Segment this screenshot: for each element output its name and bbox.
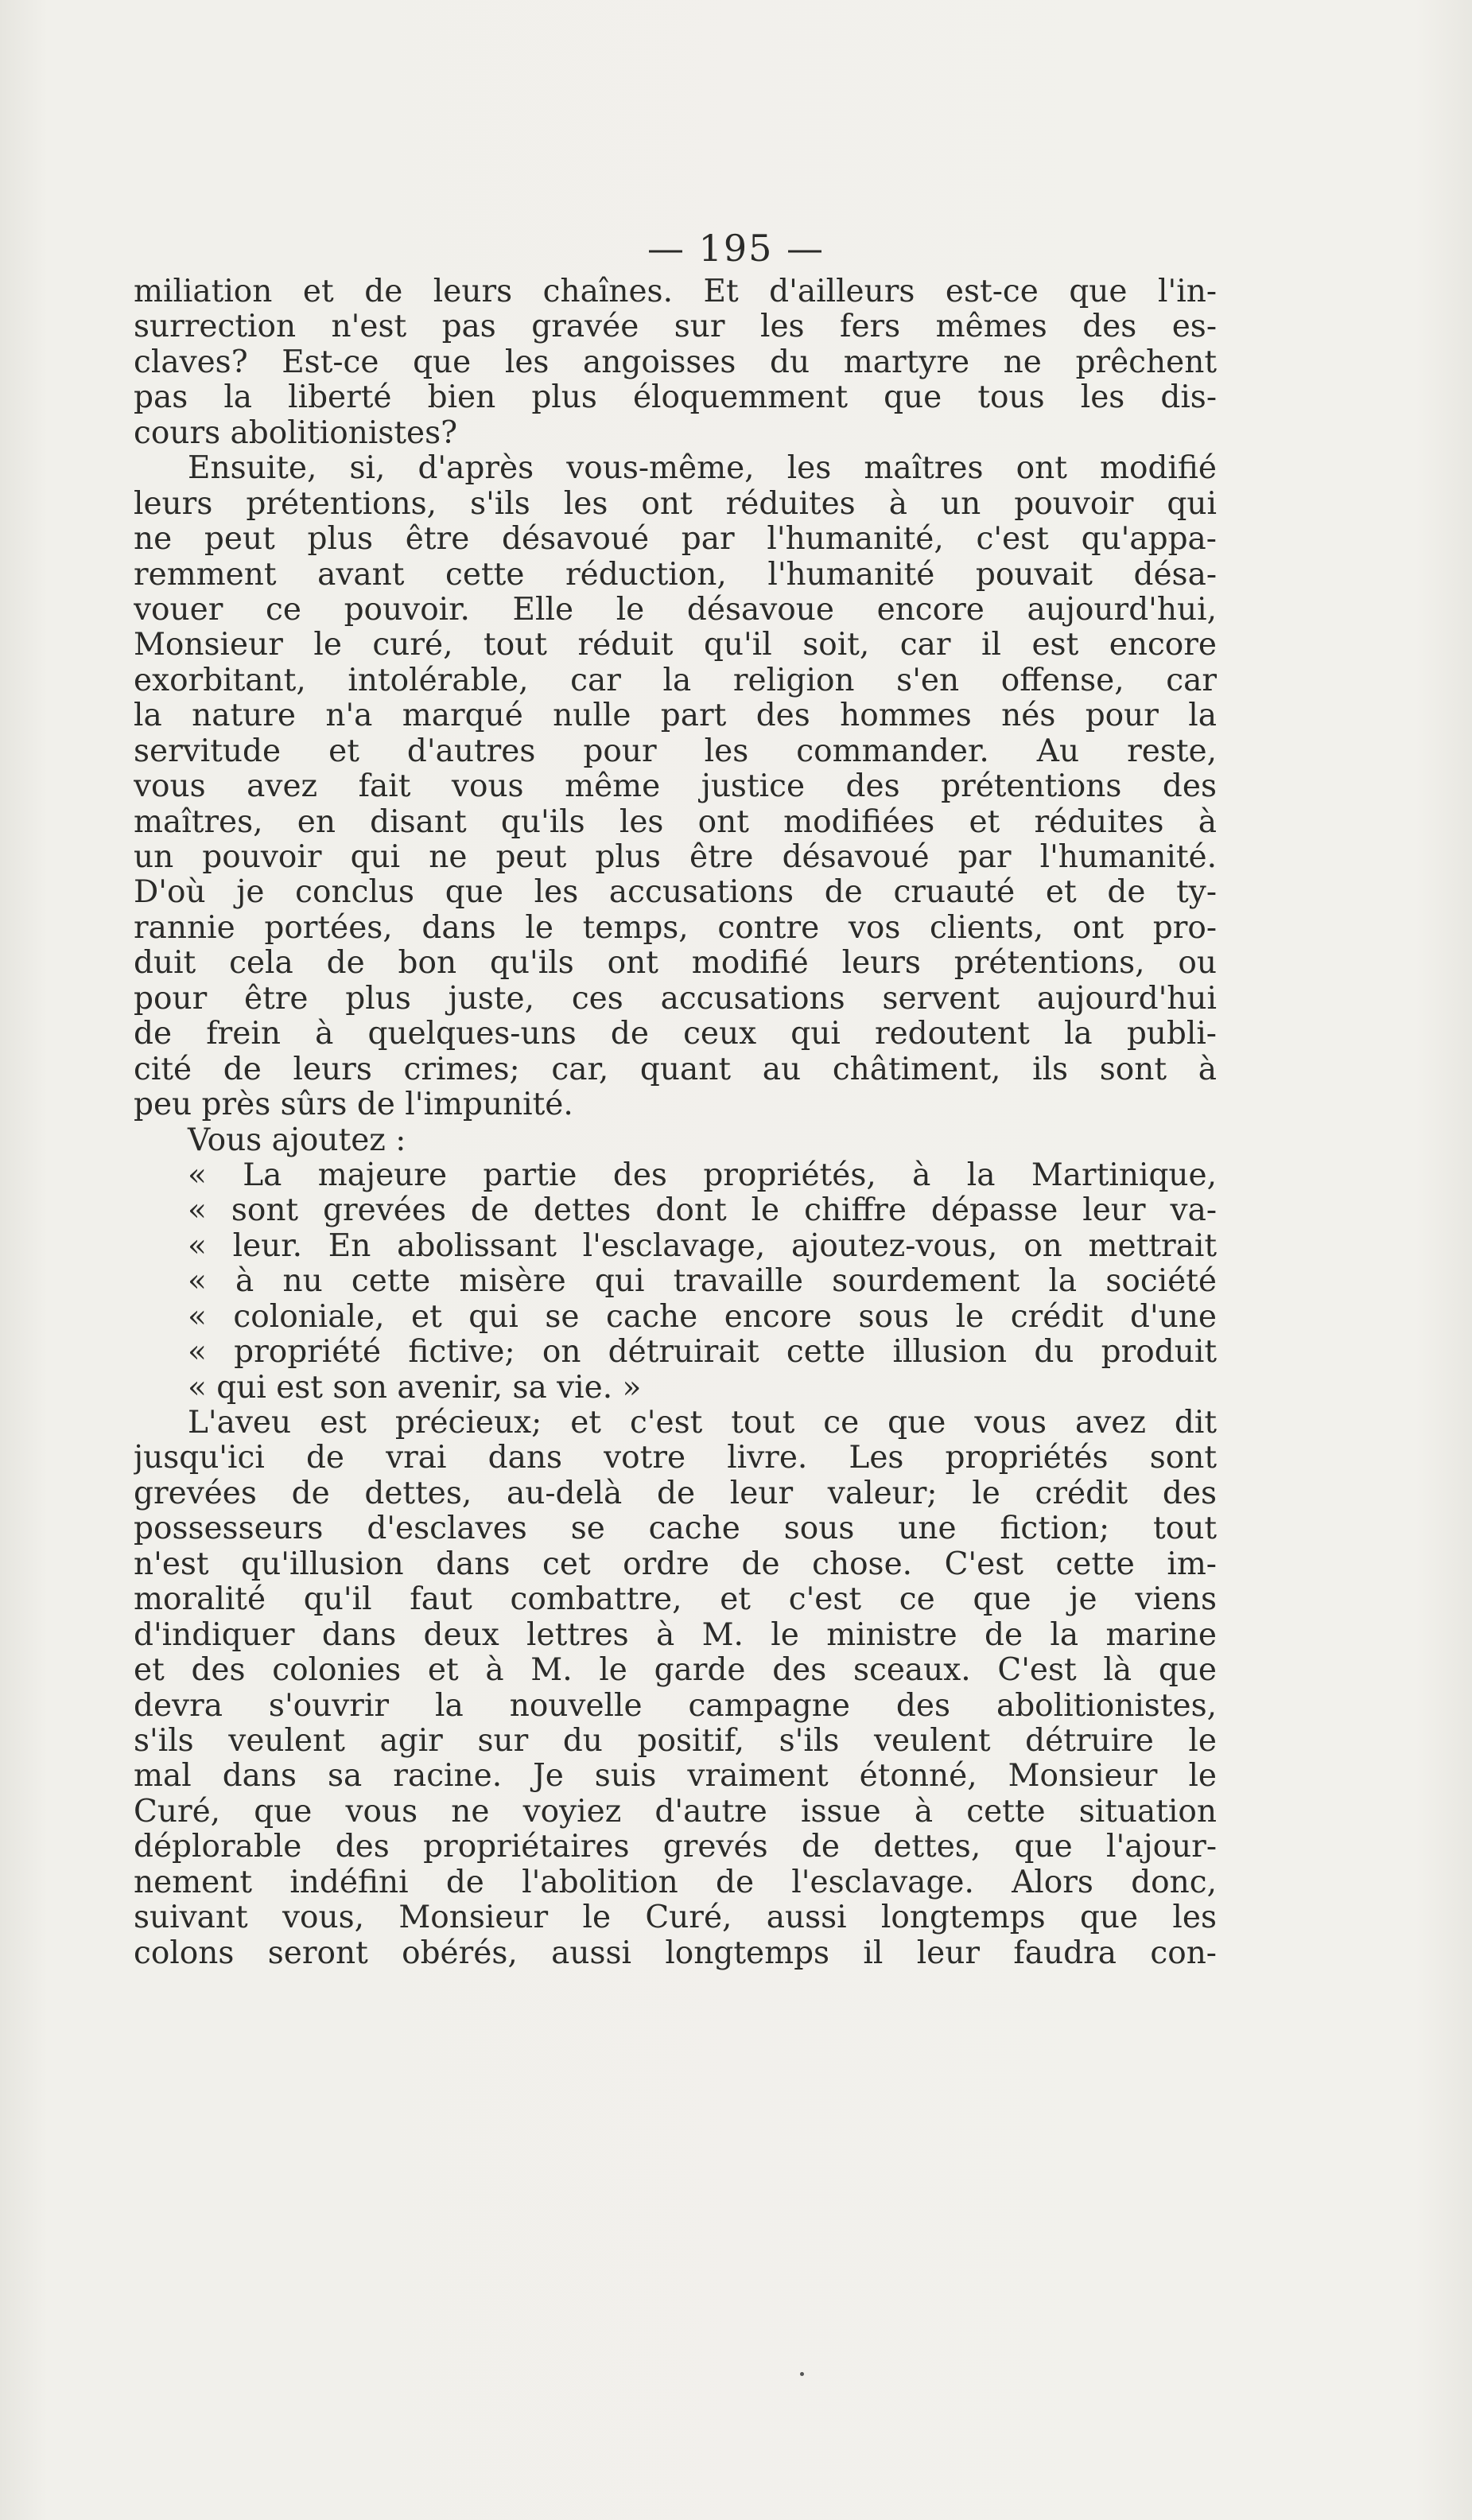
text-line: nement indéfini de l'abolition de l'esclavage. Alors donc, xyxy=(134,1865,1217,1900)
text-line: maîtres, en disant qu'ils les ont modifiées et réduites à xyxy=(134,804,1217,840)
text-line: cours abolitionistes? xyxy=(134,415,458,451)
text-line: Curé, que vous ne voyiez d'autre issue à cette situation xyxy=(134,1794,1217,1830)
text-line: jusqu'ici de vrai dans votre livre. Les propriétés sont xyxy=(134,1441,1217,1476)
text-line: ne peut plus être désavoué par l'humanité, c'est qu'appa- xyxy=(134,522,1217,558)
text-line: servitude et d'autres pour les commander. Au reste, xyxy=(134,733,1217,769)
text-line: leurs prétentions, s'ils les ont réduites à un pouvoir qui xyxy=(134,486,1217,522)
text-line: pas la liberté bien plus éloquemment que tous les dis- xyxy=(134,380,1217,416)
text-line: devra s'ouvrir la nouvelle campagne des abolitionistes, xyxy=(134,1688,1217,1724)
quote-line: « coloniale, et qui se cache encore sous le crédit d'une xyxy=(188,1299,1217,1335)
text-line: colons seront obérés, aussi longtemps il leur faudra con- xyxy=(134,1935,1217,1971)
text-line: s'ils veulent agir sur du positif, s'ils veulent détruire le xyxy=(134,1723,1217,1759)
quote-line: « La majeure partie des propriétés, à la Martinique, xyxy=(188,1157,1217,1193)
quote-line: « sont grevées de dettes dont le chiffre dépasse leur va- xyxy=(188,1193,1217,1229)
quote-line: « propriété fictive; on détruirait cette illusion du produit xyxy=(188,1335,1217,1371)
text-line: exorbitant, intolérable, car la religion s'en offense, car xyxy=(134,663,1217,698)
print-mark xyxy=(800,2372,804,2376)
text-line: vous avez fait vous même justice des prétentions des xyxy=(134,769,1217,805)
body-text xyxy=(134,274,1217,1971)
text-line: peu près sûrs de l'impunité. xyxy=(134,1087,573,1123)
text-line: d'indiquer dans deux lettres à M. le ministre de la marine xyxy=(134,1617,1217,1653)
text-line: cité de leurs crimes; car, quant au châtiment, ils sont à xyxy=(134,1052,1217,1087)
text-line: mal dans sa racine. Je suis vraiment étonné, Monsieur le xyxy=(134,1759,1217,1795)
quote-line: « leur. En abolissant l'esclavage, ajoutez-vous, on mettrait xyxy=(188,1228,1217,1264)
text-line: un pouvoir qui ne peut plus être désavoué par l'humanité. xyxy=(134,840,1217,875)
text-line: rannie portées, dans le temps, contre vos clients, ont pro- xyxy=(134,910,1217,946)
text-line: claves? Est-ce que les angoisses du martyre ne prêchent xyxy=(134,344,1217,380)
text-line: D'où je conclus que les accusations de cruauté et de ty- xyxy=(134,875,1217,911)
text-line: surrection n'est pas gravée sur les fers mêmes des es- xyxy=(134,309,1217,345)
text-line: la nature n'a marqué nulle part des hommes nés pour la xyxy=(134,698,1217,734)
text-line: n'est qu'illusion dans cet ordre de chose. C'est cette im- xyxy=(134,1546,1217,1582)
text-line: grevées de dettes, au-delà de leur valeur; le crédit des xyxy=(134,1476,1217,1511)
text-line: vouer ce pouvoir. Elle le désavoue encore aujourd'hui, xyxy=(134,592,1217,628)
page-number: — 195 — xyxy=(647,227,825,270)
text-line: L'aveu est précieux; et c'est tout ce que vous avez dit xyxy=(188,1406,1217,1441)
text-line: déplorable des propriétaires grevés de dettes, que l'ajour- xyxy=(134,1830,1217,1865)
text-line: miliation et de leurs chaînes. Et d'ailleurs est-ce que l'in- xyxy=(134,274,1217,309)
text-line: Vous ajoutez : xyxy=(188,1122,406,1158)
text-line: possesseurs d'esclaves se cache sous une fiction; tout xyxy=(134,1511,1217,1547)
text-line: remment avant cette réduction, l'humanité pouvait désa- xyxy=(134,557,1217,593)
text-line: Ensuite, si, d'après vous-même, les maîtres ont modifié xyxy=(188,451,1217,487)
quote-line: « à nu cette misère qui travaille sourdement la société xyxy=(188,1264,1217,1300)
text-line: suivant vous, Monsieur le Curé, aussi longtemps que les xyxy=(134,1900,1217,1936)
text-line: Monsieur le curé, tout réduit qu'il soit, car il est encore xyxy=(134,628,1217,663)
text-line: de frein à quelques-uns de ceux qui redoutent la publi- xyxy=(134,1017,1217,1052)
text-line: pour être plus juste, ces accusations servent aujourd'hui xyxy=(134,981,1217,1017)
text-line: et des colonies et à M. le garde des sceaux. C'est là que xyxy=(134,1653,1217,1689)
text-line: moralité qu'il faut combattre, et c'est ce que je viens xyxy=(134,1582,1217,1618)
text-line: duit cela de bon qu'ils ont modifié leurs prétentions, ou xyxy=(134,946,1217,982)
quote-line: « qui est son avenir, sa vie. » xyxy=(188,1370,642,1406)
